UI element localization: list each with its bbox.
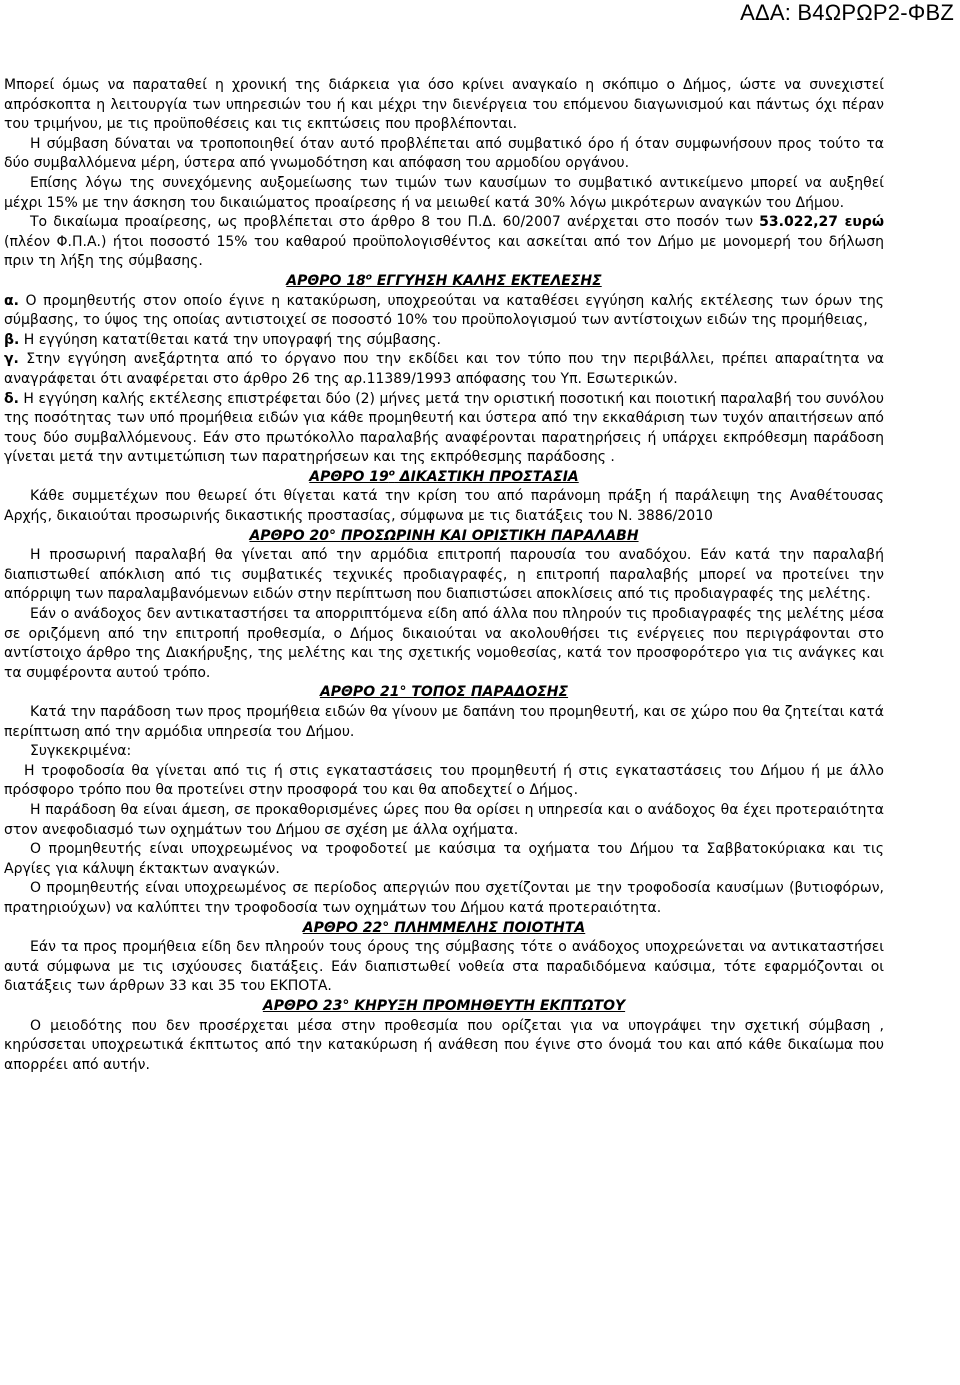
article-21-paragraph-1: Κατά την παράδοση των προς προμήθεια ειδών θα γίνουν με δαπάνη του προμηθευτή, και σε χώρο που θα ζητείται κατά περίπτωση από την αρμόδια υπηρεσία του Δήμου. [4,704,884,740]
article-22-heading: ΑΡΘΡΟ 22° ΠΛΗΜΜΕΛΗΣ ΠΟΙΟΤΗΤΑ [302,919,586,936]
paragraph-option-right: Το δικαίωμα προαίρεσης, ως προβλέπεται στο άρθρο 8 του Π.Δ. 60/2007 ανέρχεται στο ποσόν των 53.022,27 ευρώ (πλέον Φ.Π.Α.) ήτοι ποσοστό 15% του καθαρού προϋπολογισθέντος και ασκείται από τον Δήμο με μονομερή του δήλωση πριν τη λήξη της σύμβασης. [4,214,884,270]
article-18-heading: ΑΡΘΡΟ $18^o$ ΕΓΓΥΗΣΗ ΚΑΛΗΣ ΕΚΤΕΛΕΣΗΣ [286,272,602,289]
article-18-item-a: α. Ο προμηθευτής στον οποίο έγινε η κατακύρωση, υποχρεούται να καταθέσει εγγύηση καλής εκτέλεσης των όρων της σύμβασης, το ύψος της οποίας αντιστοιχεί σε ποσοστό 10% του προϋπολογισμού των αντίστοιχων ειδών της προμήθειας, [4,292,884,329]
article-18-item-c: γ. Στην εγγύηση ανεξάρτητα από το όργανο που την εκδίδει και τον τύπο που την περιβάλλει, πρέπει απαραίτητα να αναγράφεται ότι αναφέρεται στο άρθρο 26 της αρ.11389/1993 απόφασης του Υπ. Εσωτερικών. [4,351,884,387]
article-21-paragraph-3: Η τροφοδοσία θα γίνεται από τις ή στις εγκαταστάσεις του προμηθευτή ή στις εγκαταστάσεις του Δήμου ή με άλλο πρόσφορο τρόπο που θα προτείνει στην προσφορά του και θα αποδεχτεί ο Δήμος. [4,762,884,799]
article-21-heading: ΑΡΘΡΟ 21° ΤΟΠΟΣ ΠΑΡΑΔΟΣΗΣ [319,684,569,701]
article-18-item-d: δ. Η εγγύηση καλής εκτέλεσης επιστρέφεται δύο (2) μήνες μετά την οριστική ποσοτική και ποιοτική παραλαβή του συνόλου της ποσότητας των υπό προμήθεια ειδών για κάθε προμηθευτή και ύστερα από την εκκαθάριση των τυχόν απαιτήσεων από τους δύο συμβαλλόμενους. Εάν στο πρωτόκολλο παραλαβής αναφέρονται παρατηρήσεις ή υπάρχει εκπρόθεσμη παράδοση γίνεται μετά την αντιμετώπιση των παρατηρήσεων και της εκπρόθεσμης παράδοσης . [4,390,884,466]
article-21-paragraph-4: Η παράδοση θα είναι άμεση, σε προκαθορισμένες ώρες που θα ορίσει η υπηρεσία και ο ανάδοχος θα έχει προτεραιότητα στον ανεφοδιασμό των οχημάτων του Δήμου σε σχέση με άλλα οχήματα. [4,801,884,838]
ada-code: ΑΔΑ: Β4ΩΡΩΡ2-ΦΒΖ [740,0,954,25]
article-20-heading: ΑΡΘΡΟ 20° ΠΡΟΣΩΡΙΝΗ ΚΑΙ ΟΡΙΣΤΙΚΗ ΠΑΡΑΛΑΒΗ [249,527,639,544]
paragraph-amendment: Η σύμβαση δύναται να τροποποιηθεί όταν αυτό προβλέπεται από συμβατικό όρο ή όταν συμφωνήσουν προς τούτο τα δύο συμβαλλόμενα μέρη, ύστερα από γνωμοδότηση και απόφαση του αρμοδίου οργάνου. [4,135,884,172]
article-20-paragraph-1: Η προσωρινή παραλαβή θα γίνεται από την αρμόδια επιτροπή παρουσία του αναδόχου. Εάν κατά την παραλαβή διαπιστωθεί απόκλιση από τις συμβατικές τεχνικές προδιαγραφές, η επιτροπή παραλαβής μπορεί να προτείνει την απόρριψη των παραλαμβανόμενων ειδών στην περίπτωση που διαπιστώσει αποκλίσεις από τις προδιαγραφές της μελέτης. [4,547,884,603]
article-20-paragraph-2: Εάν ο ανάδοχος δεν αντικαταστήσει τα απορριπτόμενα είδη από άλλα που πληρούν τις προδιαγραφές της μελέτης μέσα σε οριζόμενη από την επιτροπή προθεσμία, ο Δήμος δικαιούται να ακολουθήσει τις ενέργειες που περιγράφονται στο αντίστοιχο άρθρο της Διακήρυξης, της μελέτης και της σχετικής νομοθεσίας, κατά τον προσφορότερο για τις ανάγκες και τα συμφέροντα αυτού τρόπο. [4,606,884,681]
option-amount: 53.022,27 ευρώ [759,214,884,231]
article-23-heading: ΑΡΘΡΟ 23° ΚΗΡΥΞΗ ΠΡΟΜΗΘΕΥΤΗ ΕΚΠΤΩΤΟΥ [262,997,626,1014]
article-21-paragraph-6: Ο προμηθευτής είναι υποχρεωμένος σε περίοδος απεργιών που σχετίζονται με την τροφοδοσία καυσίμων (βυτιοφόρων, πρατηριούχων) να καλύπτει την τροφοδοσία των οχημάτων του Δήμου κατά προτεραιότητα. [4,880,884,916]
article-21-paragraph-5: Ο προμηθευτής είναι υποχρεωμένος να τροφοδοτεί με καύσιμα τα οχήματα του Δήμου τα Σαββατοκύριακα και τις Αργίες για κάλυψη έκτακτων αναγκών. [4,841,884,877]
article-21-paragraph-2: Συγκεκριμένα: [30,743,132,760]
article-18-item-b: β. Η εγγύηση κατατίθεται κατά την υπογραφή της σύμβασης. [4,331,441,348]
document-body [4,76,884,1075]
paragraph-extension: Μπορεί όμως να παραταθεί η χρονική της διάρκεια για όσο κρίνει αναγκαίο η σκόπιμο ο Δήμος, ώστε να συνεχιστεί απρόσκοπτα η λειτουργία των υπηρεσιών του ή και μέχρι την διενέργεια του επόμενου διαγωνισμού και πάντως όχι πέραν του τριμήνου, με τις προϋποθέσεις και τις εκπτώσεις που προβλέπονται. [4,77,884,133]
article-19-heading: ΑΡΘΡΟ $19^o$ ΔΙΚΑΣΤΙΚΗ ΠΡΟΣΤΑΣΙΑ [309,468,579,485]
article-23-paragraph-1: Ο μειοδότης που δεν προσέρχεται μέσα στην προθεσμία που ορίζεται για να υπογράψει την σχετική σύμβαση , κηρύσσεται υποχρεωτικά έκπτωτος από την κατακύρωση ή ανάθεση που έγινε στο όνομά του και από κάθε δικαίωμα που απορρέει από αυτήν. [4,1017,884,1073]
paragraph-fuel-variation: Επίσης λόγω της συνεχόμενης αυξομείωσης των τιμών των καυσίμων το συμβατικό αντικείμενο μπορεί να αυξηθεί μέχρι 15% με την άσκηση του δικαιώματος προαίρεσης ή να μειωθεί κατά 30% λόγω μικρότερων αναγκών του Δήμου. [4,174,884,211]
article-19-text: Κάθε συμμετέχων που θεωρεί ότι θίγεται κατά την κρίση του από παράνομη πράξη ή παράλειψη της Αναθέτουσας Αρχής, δικαιούται προσωρινής δικαστικής προστασίας, σύμφωνα με τις διατάξεις του Ν. 3886/2010 [4,488,884,525]
article-22-paragraph-1: Εάν τα προς προμήθεια είδη δεν πληρούν τους όρους της σύμβασης τότε ο ανάδοχος υποχρεώνεται να αντικαταστήσει αυτά σύμφωνα με τις ισχύουσες διατάξεις. Εάν διαπιστωθεί νοθεία στα παραδιδόμενα καύσιμα, τότε εφαρμόζονται οι διατάξεις των άρθρων 33 και 35 του ΕΚΠΟΤΑ. [4,939,884,995]
